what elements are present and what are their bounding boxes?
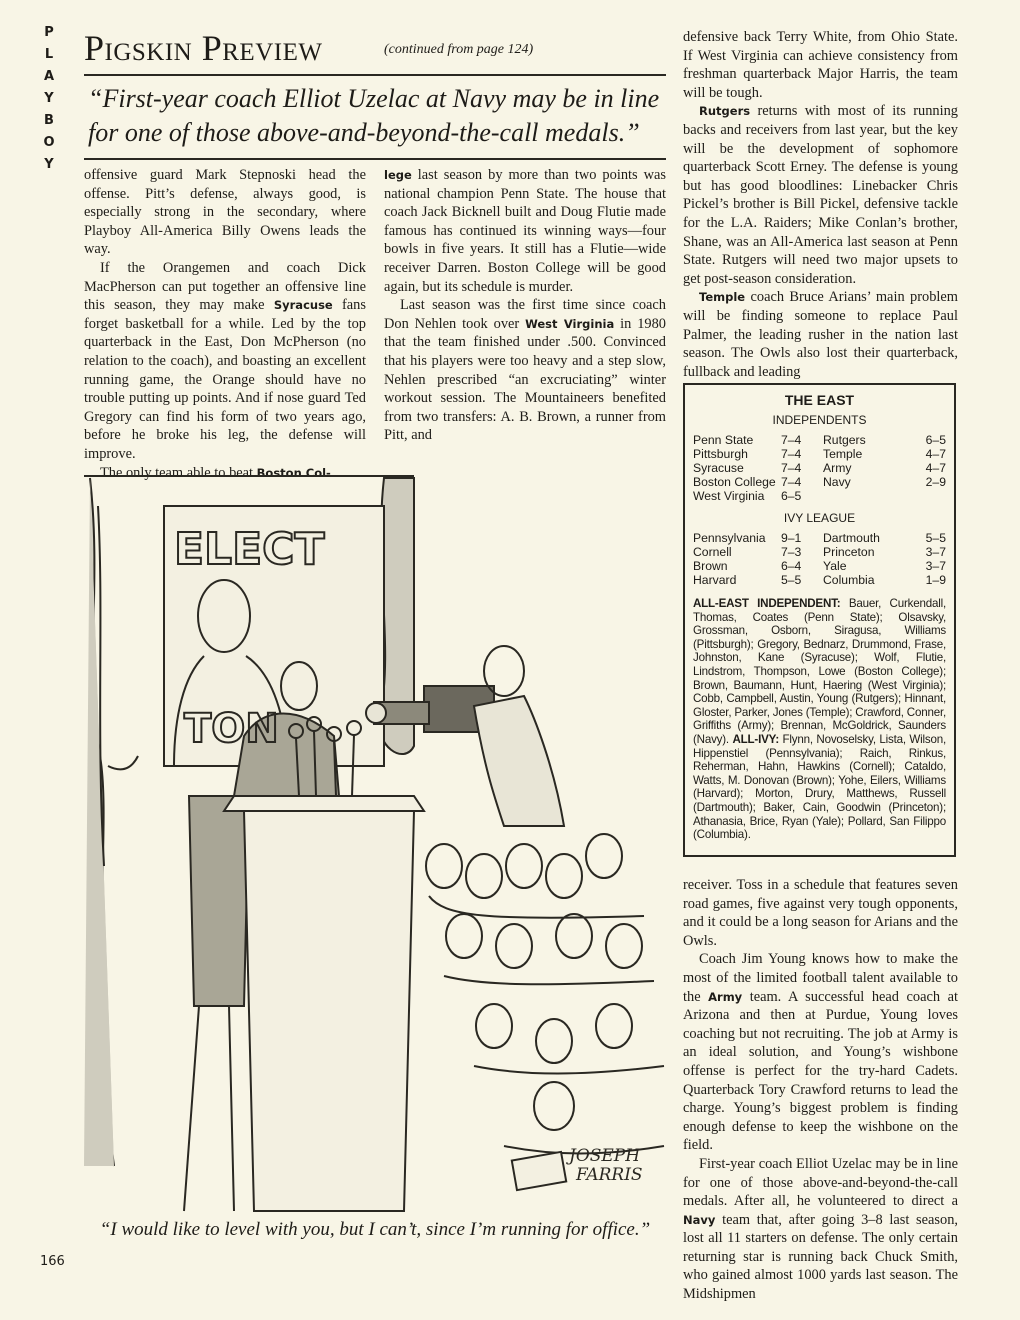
cartoon-illustration	[84, 466, 666, 1212]
magazine-letter: B	[44, 113, 54, 128]
poster-sign-text-2: TON	[184, 706, 279, 752]
magazine-letter: O	[43, 135, 55, 150]
paragraph: Temple coach Bruce Arians’ main problem will be finding someone to replace Paul Palmer, the leading rusher in the nation last season. The Owls also lost their quarterback, fullback and leading	[683, 289, 958, 380]
team-name: West Virginia	[525, 316, 615, 331]
team-record: 6–5	[781, 489, 802, 503]
artist-signature: FARRIS	[576, 1165, 643, 1185]
team-record: 9–1	[781, 531, 802, 545]
standings-box	[683, 383, 956, 857]
team-name: West Virginia	[693, 489, 765, 503]
team-name: Navy	[683, 1212, 716, 1227]
team-record: 7–4	[781, 461, 802, 475]
magazine-letter: A	[43, 69, 55, 84]
paragraph: Coach Jim Young knows how to make the most of the limited football talent available to the Army team. A successful head coach at Arizona and then at Purdue, Young loves coaching but not recruiting. The job at Army is an ideal solution, and Young’s wishbone offense is perfect for the try-hard Cadets. Quarterback Tory Crawford returns to lead the charge. Young’s biggest problem is finding enough defense to keep the wishbone on the field.	[683, 951, 958, 1154]
all-conference-list: ALL-EAST INDEPENDENT: Bauer, Curkendall, Thomas, Coates (Penn State); Olsavsky, Grossman, Osborn, Siragusa, Williams (Pittsburgh); Gregory, Bednarz, Drummond, Frase, Johnston, Kane (Syracuse); Wolf, Flutie, Lindstrom, Thompson, Lowe (Boston College); Brown, Baumann, Hunt, Haering (West Virginia); Cobb, Campbell, Austin, Young (Rutgers); Hinnant, Gloster, Parker, Jones (Temple); Crawford, Conner, Griffiths (Army); Brennan, McGoldrick, Saunders (Navy). ALL-IVY: Flynn, Novoselsky, Lista, Wilson, Hippenstiel (Pennsylvania); Raich, Rinkus, Reherman, Hahn, Hawkins (Cornell); Cataldo, Watts, M. Donovan (Brown); Yohe, Eilers, Williams (Harvard); Morton, Drury, Matthews, Russell (Dartmouth); Baker, Cain, Goodwin (Princeton); Athanasia, Brice, Ryan (Yale); Pollard, San Filippo (Columbia).	[693, 597, 946, 842]
body-column-1	[84, 166, 366, 482]
team-name: Yale	[823, 559, 847, 573]
team-name: Columbia	[823, 573, 875, 587]
team-record: 3–7	[925, 545, 946, 559]
team-record: 6–5	[925, 433, 946, 447]
team-name: Rutgers	[823, 433, 866, 447]
team-record: 1–9	[925, 573, 946, 587]
team-name: Boston College	[693, 475, 776, 489]
paragraph: offensive guard Mark Stepnoski head the offense. Pitt’s defense, always good, is especially strong in the secondary, where Playboy All-America Billy Owens leads the way.	[84, 167, 366, 258]
team-record: 4–7	[925, 461, 946, 475]
box-subtitle-ivy: IVY LEAGUE	[783, 511, 856, 525]
body-column-2	[384, 166, 666, 445]
standings-independents	[693, 433, 946, 503]
poster-sign-text: ELECT	[174, 524, 325, 575]
team-name: Princeton	[823, 545, 875, 559]
box-title: THE EAST	[784, 392, 855, 408]
team-name: Temple	[823, 447, 863, 461]
artist-signature: JOSEPH	[569, 1146, 641, 1166]
team-name: Army	[823, 461, 852, 475]
team-record: 7–4	[781, 475, 802, 489]
magazine-name-vertical	[38, 22, 60, 176]
paragraph: Rutgers returns with most of its running backs and receivers from last year, but the key will be the development of sophomore quarterback Scott Erney. The defense is young but has good bloodlines: Linebacker Chris Pickel’s brother is Bill Pickel, defensive tackle for the L.A. Raiders; Mike Conlan’s brother, Shane, was an All-America last season at Penn State. Rutgers will need two major upsets to get post-season consideration.	[683, 103, 958, 287]
cartoon-caption: “I would like to level with you, but I can’t, since I’m running for office.”	[99, 1219, 651, 1240]
magazine-letter: Y	[44, 91, 54, 106]
team-name: Syracuse	[273, 298, 333, 313]
team-record: 5–5	[781, 573, 802, 587]
team-record: 6–4	[781, 559, 802, 573]
paragraph: If the Orangemen and coach Dick MacPherson can put together an offensive line this season, they may make Syracuse fans forget basketball for a while. Led by the top quarterback in the East, Don McPherson (no relation to the coach), and boasting an excellent running game, the Orange should have no trouble putting up points. And if nose guard Ted Gregory can find his form of two years ago, before he broke his leg, the defense will improve.	[84, 259, 366, 462]
team-name: Army	[708, 989, 743, 1004]
paragraph: First-year coach Elliot Uzelac may be in line for one of those above-and-beyond-the-call medals. After all, he volunteered to direct a Navy team that, after going 3–8 last season, lost all 11 starters on defense. The only certain returning star is running back Chuck Smith, who gained almost 1000 yards last season. The Midshipmen	[683, 1155, 958, 1303]
team-name: Penn State	[693, 433, 754, 447]
team-name: Temple	[699, 290, 746, 305]
paragraph: The only team able to beat Boston Col-	[100, 464, 331, 481]
body-column-3-continued	[683, 876, 958, 1304]
team-record: 7–4	[781, 447, 802, 461]
body-column-3	[683, 28, 958, 381]
team-name: Harvard	[693, 573, 737, 587]
team-name: Cornell	[693, 545, 732, 559]
team-name: lege	[384, 168, 412, 182]
team-name: Pennsylvania	[693, 531, 766, 545]
team-name: Dartmouth	[823, 531, 880, 545]
pull-quote: “First-year coach Elliot Uzelac at Navy may be in line for one of those above-and-beyond-the-call medals.”	[88, 84, 660, 147]
magazine-letter: Y	[44, 157, 54, 172]
section-title: Pigskin Preview	[84, 28, 323, 68]
magazine-letter: P	[44, 25, 54, 40]
paragraph: defensive back Terry White, from Ohio State. If West Virginia can achieve consistency from freshman quarterback Major Harris, the team will be tough.	[683, 29, 958, 101]
team-name: Brown	[693, 559, 728, 573]
header-rule	[84, 74, 666, 76]
team-record: 7–4	[781, 433, 802, 447]
team-name: Pittsburgh	[693, 447, 748, 461]
standings-ivy	[693, 531, 946, 587]
magazine-letter: L	[44, 47, 54, 62]
paragraph: receiver. Toss in a schedule that features seven road games, five against very tough opponents, and it could be a long season for Arians and the Owls.	[683, 877, 958, 949]
team-name	[823, 489, 910, 503]
pull-quote-rule	[84, 158, 666, 160]
team-record	[912, 489, 946, 503]
paragraph: lege last season by more than two points was national champion Penn State. The house that coach Jack Bicknell built and Doug Flutie made famous has continued its winning ways—four bowls in five years. It still has a Flutie—wide receiver Darren. Boston College will be good again, but its schedule is murder.	[384, 167, 666, 295]
team-name: Boston Col-	[256, 465, 331, 480]
page-number: 166	[40, 1254, 65, 1269]
team-name: Syracuse	[693, 461, 744, 475]
box-subtitle-independents: INDEPENDENTS	[772, 413, 867, 427]
team-record: 5–5	[925, 531, 946, 545]
paragraph: Last season was the first time since coach Don Nehlen took over West Virginia in 1980 that the team finished under .500. Convinced that his players were too heavy and a step slow, Nehlen prescribed “an excruciating” winter workout session. The Mountaineers benefited from two transfers: A. B. Brown, a runner from Pitt, and	[384, 297, 666, 444]
team-name: Navy	[823, 475, 851, 489]
team-record: 2–9	[925, 475, 946, 489]
team-record: 3–7	[925, 559, 946, 573]
team-record: 7–3	[781, 545, 802, 559]
team-record: 4–7	[925, 447, 946, 461]
team-name: Rutgers	[699, 104, 751, 119]
continued-note: (continued from page 124)	[384, 42, 534, 57]
